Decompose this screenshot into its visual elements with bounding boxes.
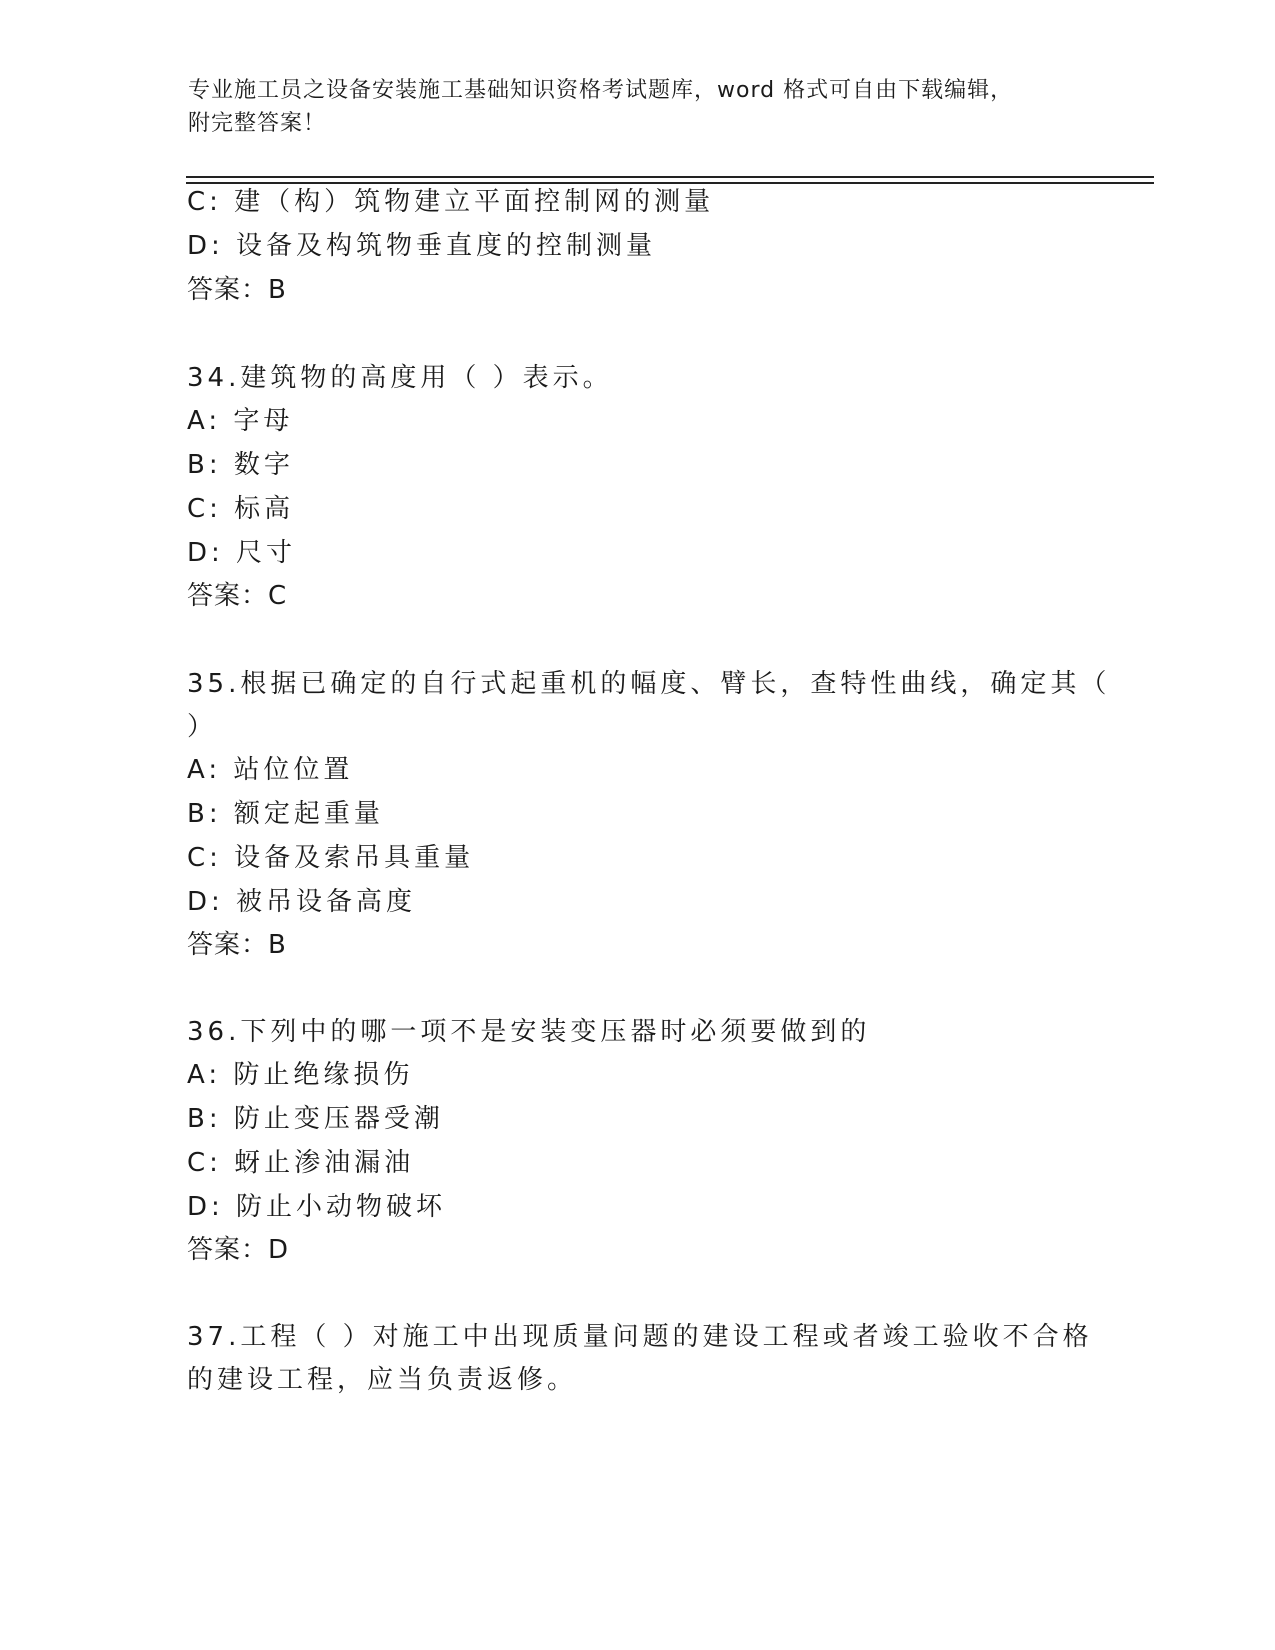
- q35-option-d: D: 被吊设备高度: [187, 887, 417, 917]
- q33-option-d: D: 设备及构筑物垂直度的控制测量: [187, 231, 657, 261]
- q34-answer: 答案：C: [187, 581, 288, 611]
- header-divider-top: [186, 176, 1154, 178]
- q34-option-c: C: 标高: [187, 494, 295, 524]
- q35-question-line-2: ）: [187, 712, 218, 742]
- q37-question-line-1: 37.工程（ ）对施工中出现质量问题的建设工程或者竣工验收不合格: [187, 1322, 1093, 1352]
- q33-answer: 答案：B: [187, 275, 287, 305]
- header-line-1: 专业施工员之设备安装施工基础知识资格考试题库，word 格式可自由下载编辑，: [188, 78, 1014, 103]
- q33-option-c: C: 建（构）筑物建立平面控制网的测量: [187, 187, 715, 217]
- q35-option-b: B: 额定起重量: [187, 799, 384, 829]
- q36-answer: 答案：D: [187, 1235, 290, 1265]
- q36-option-c: C: 蚜止渗油漏油: [187, 1148, 415, 1178]
- q34-option-b: B: 数字: [187, 450, 294, 480]
- q35-option-c: C: 设备及索吊具重量: [187, 843, 475, 873]
- q36-option-d: D: 防止小动物破坏: [187, 1192, 447, 1222]
- header-divider-bottom: [186, 182, 1154, 184]
- q36-option-b: B: 防止变压器受潮: [187, 1104, 444, 1134]
- document-header: [188, 74, 1088, 140]
- q35-answer: 答案：B: [187, 930, 287, 960]
- q36-question: 36.下列中的哪一项不是安装变压器时必须要做到的: [187, 1017, 871, 1047]
- q34-option-a: A: 字母: [187, 406, 294, 436]
- q36-option-a: A: 防止绝缘损伤: [187, 1060, 414, 1090]
- q34-option-d: D: 尺寸: [187, 538, 297, 568]
- header-line-2: 附完整答案！: [188, 111, 327, 136]
- q35-option-a: A: 站位位置: [187, 755, 354, 785]
- q37-question-line-2: 的建设工程，应当负责返修。: [187, 1365, 578, 1395]
- q34-question: 34.建筑物的高度用（ ）表示。: [187, 363, 613, 393]
- q35-question-line-1: 35.根据已确定的自行式起重机的幅度、臂长，查特性曲线，确定其（: [187, 669, 1111, 699]
